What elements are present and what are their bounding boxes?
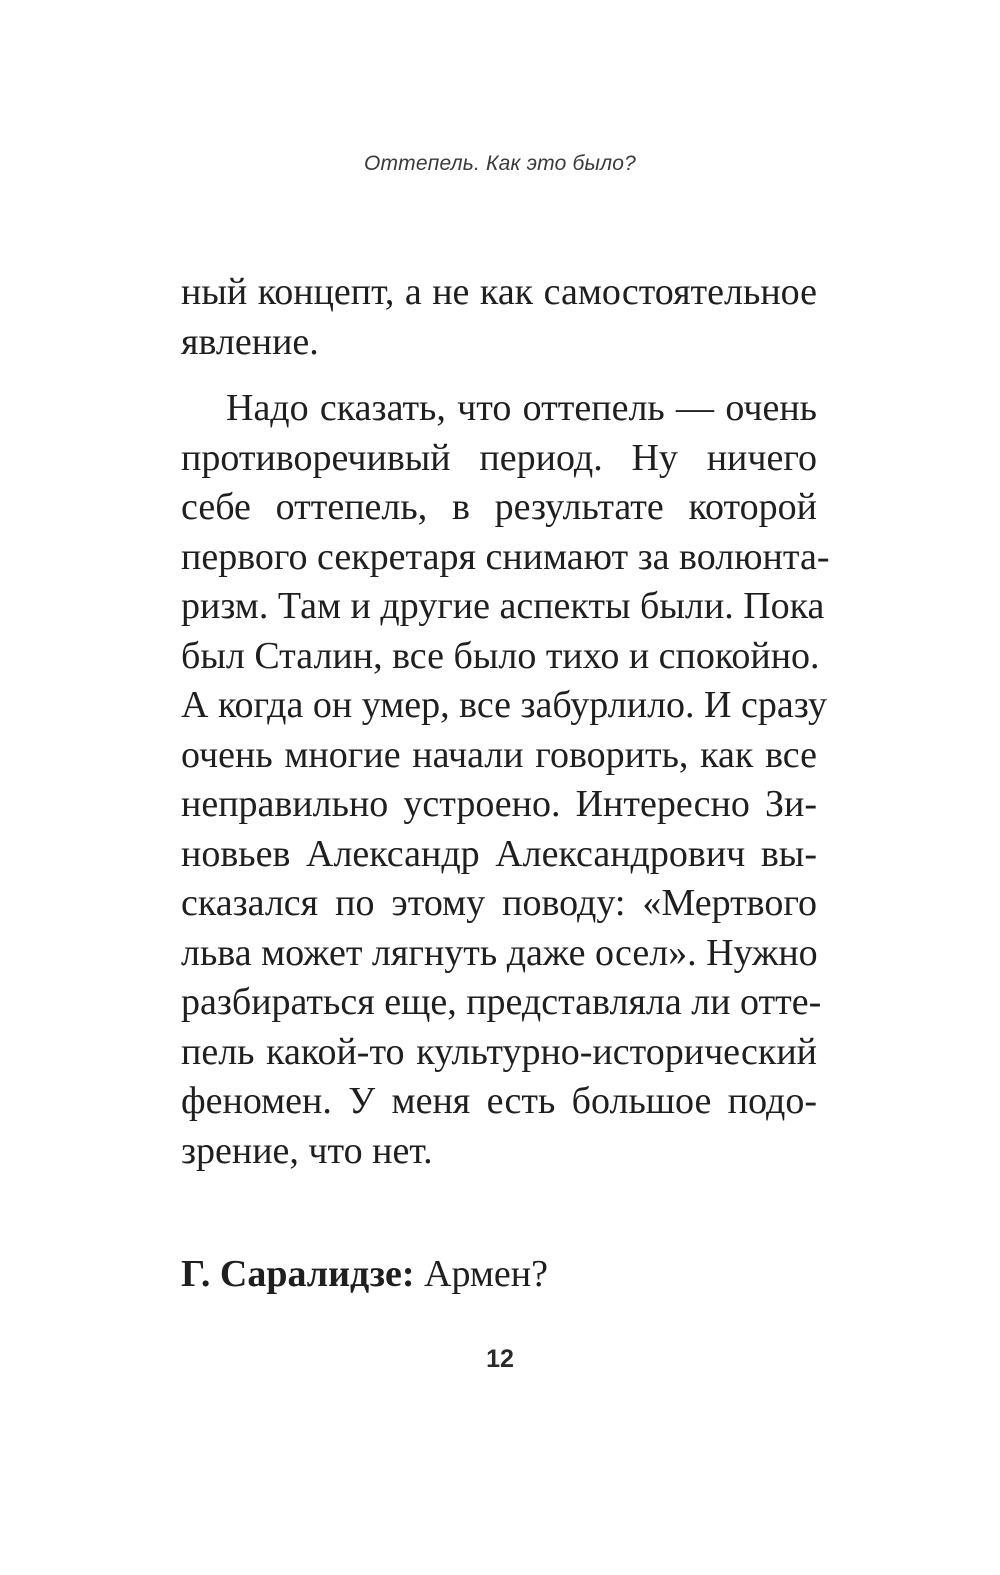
text-line: сказался по этому поводу: «Мертвого: [181, 882, 817, 924]
text-line: себе оттепель, в результате которой: [181, 486, 817, 528]
text-line: разбираться еще, представляла ли отте-: [181, 981, 822, 1023]
text-line: Надо сказать, что оттепель — очень: [226, 387, 817, 429]
text-line: явление.: [181, 320, 319, 363]
paragraph-continuation: [181, 268, 817, 367]
text-line: ный концепт, а не как самостоятельное: [181, 271, 817, 313]
text-line: противоречивый период. Ну ничего: [181, 436, 817, 479]
speaker-name: Г. Саралидзе:: [181, 1253, 415, 1295]
text-line: пель какой-то культурно-исторический: [181, 1030, 817, 1073]
dialogue-line: [181, 1250, 548, 1300]
text-line: льва может лягнуть даже осел». Нужно: [181, 931, 818, 974]
text-line: неправильно устроено. Интересно Зи-: [181, 783, 817, 825]
text-line: А когда он умер, все забурлило. И сразу: [181, 684, 827, 726]
page-number: 12: [486, 1345, 514, 1373]
text-line: был Сталин, все было тихо и спокойно.: [181, 634, 820, 677]
text-line: первого секретаря снимают за волюнта-: [181, 535, 830, 578]
text-line: зрение, что нет.: [181, 1129, 433, 1172]
speaker-text: Армен?: [414, 1253, 548, 1295]
text-line: новьев Александр Александрович вы-: [181, 832, 817, 875]
text-line: очень многие начали говорить, как все: [181, 733, 817, 776]
paragraph: [181, 384, 830, 1176]
running-head: Оттепель. Как это было?: [363, 152, 637, 175]
text-line: ризм. Там и другие аспекты были. Пока: [181, 585, 825, 627]
text-line: феномен. У меня есть большое подо-: [181, 1080, 817, 1122]
